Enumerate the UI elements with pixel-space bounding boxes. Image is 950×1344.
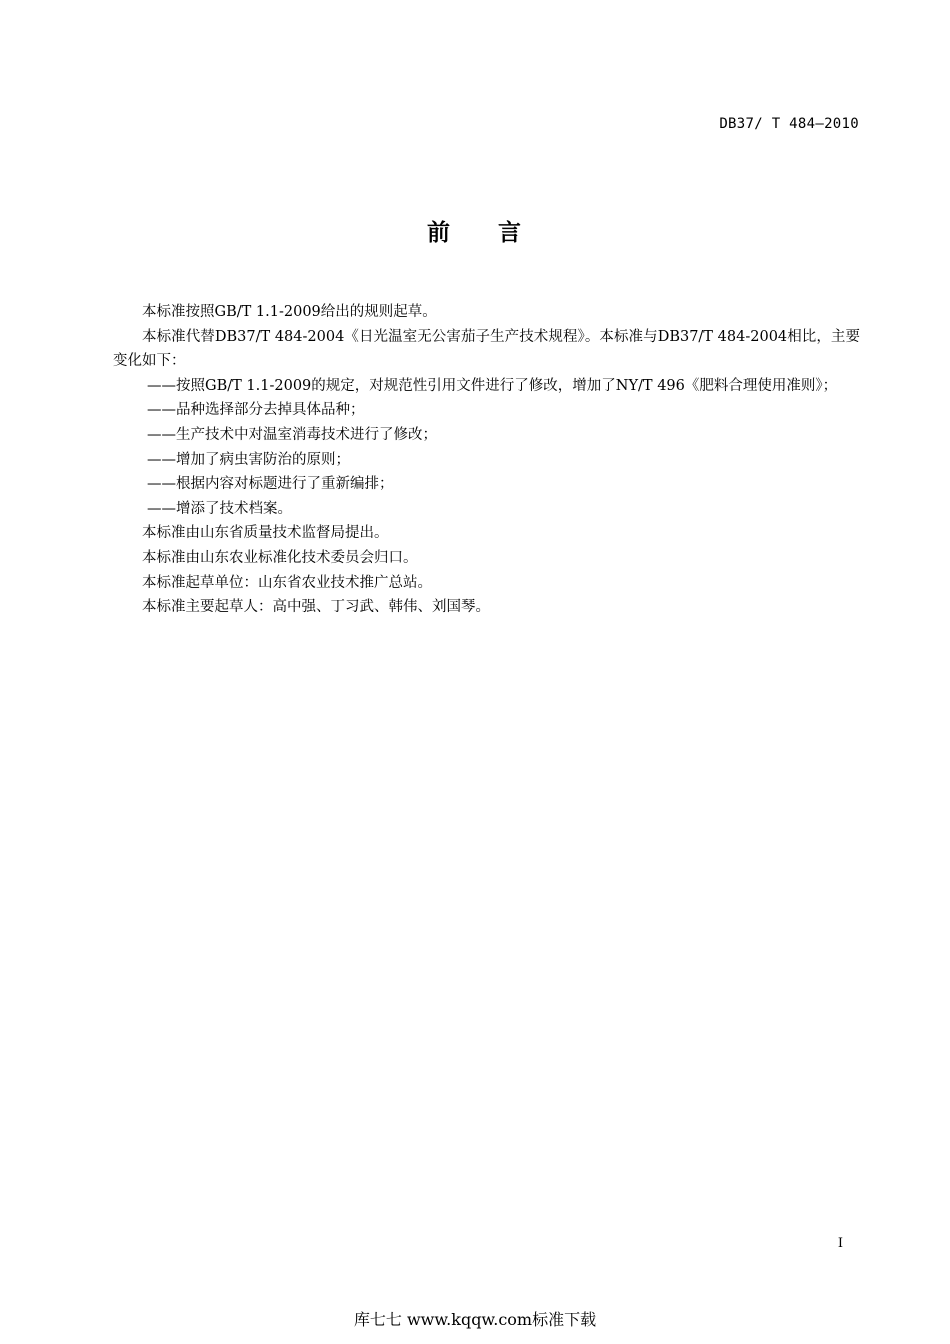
change-item: ——按照GB/T 1.1-2009的规定，对规范性引用文件进行了修改，增加了NY/T 496《肥料合理使用准则》； (147, 377, 838, 394)
change-item: ——品种选择部分去掉具体品种； (147, 402, 365, 419)
paragraph-centralized-by: 本标准由山东农业标准化技术委员会归口。 (142, 549, 418, 566)
footer-watermark: 库七七 www.kqqw.com标准下载 (353, 1310, 597, 1329)
paragraph-drafting-unit: 本标准起草单位：山东省农业技术推广总站。 (142, 574, 432, 591)
paragraph-main-drafters: 本标准主要起草人：高中强、丁习武、韩伟、刘国琴。 (142, 599, 490, 616)
foreword-body (113, 300, 860, 620)
page-title (0, 214, 950, 247)
page-number: I (837, 1236, 843, 1251)
change-item: ——增添了技术档案。 (147, 500, 292, 517)
change-item: ——增加了病虫害防治的原则； (147, 451, 350, 468)
change-item: ——根据内容对标题进行了重新编排； (147, 476, 394, 493)
document-code: DB37/ T 484—2010 (719, 116, 859, 132)
title-part-1: 前 (427, 220, 452, 246)
paragraph-drafting-rules: 本标准按照GB/T 1.1-2009给出的规则起草。 (142, 304, 437, 320)
title-part-2: 言 (498, 220, 523, 246)
change-item: ——生产技术中对温室消毒技术进行了修改； (147, 426, 437, 443)
paragraph-proposed-by: 本标准由山东省质量技术监督局提出。 (142, 525, 389, 542)
paragraph-replacement: 本标准代替DB37/T 484-2004《日光温室无公害茄子生产技术规程》。本标准与DB37/T 484-2004相比，主要变化如下： (113, 328, 860, 370)
